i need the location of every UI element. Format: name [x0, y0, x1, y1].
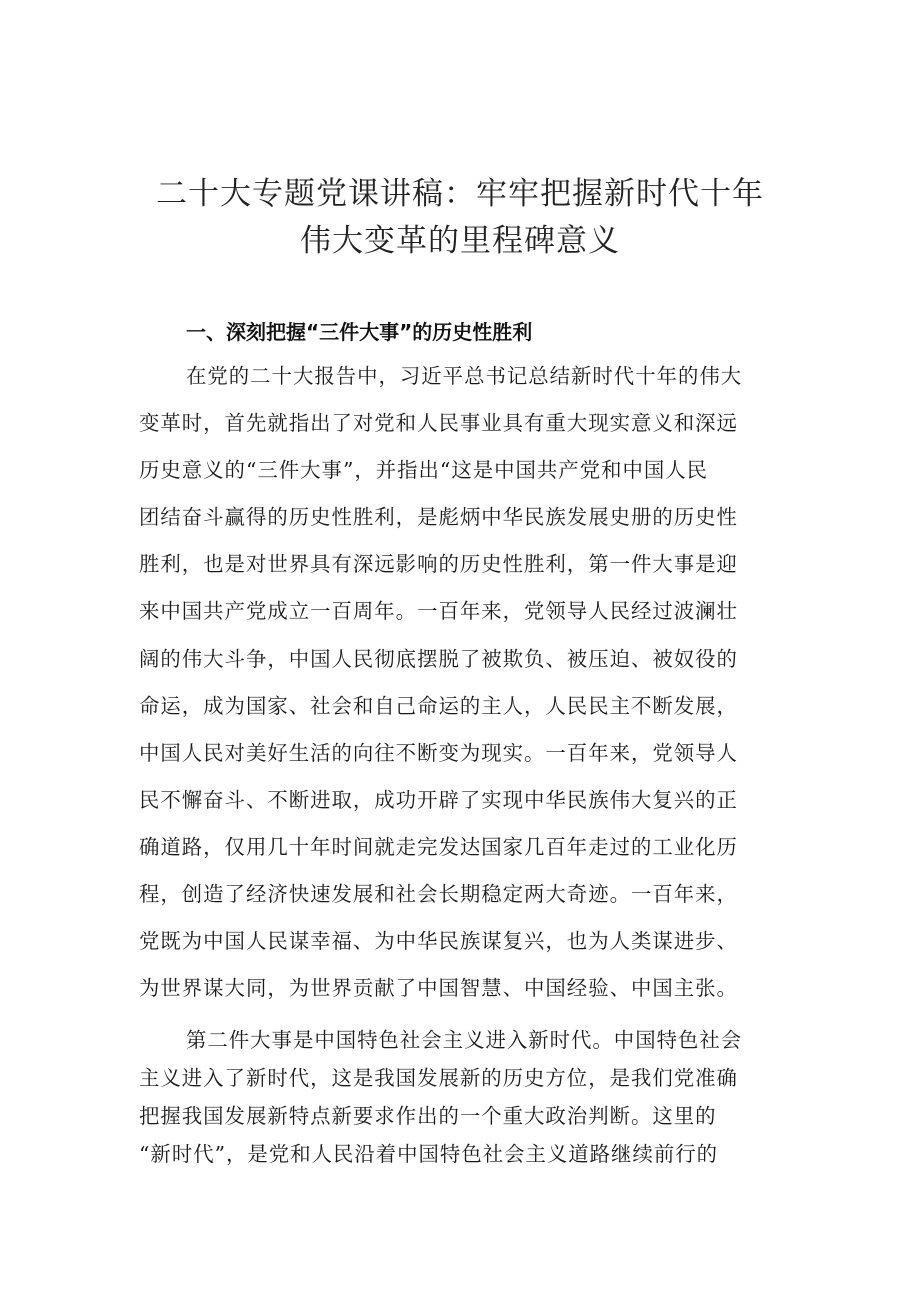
- paragraph-line: 为世界谋大同，为世界贡献了中国智慧、中国经验、中国主张。: [139, 976, 738, 1000]
- paragraph-line: 命运，成为国家、社会和自己命运的主人，人民民主不断发展，: [139, 694, 738, 718]
- paragraph-line: 中国人民对美好生活的向往不断变为现实。一百年来，党领导人: [139, 741, 738, 765]
- paragraph-line: 团结奋斗赢得的历史性胜利，是彪炳中华民族发展史册的历史性: [139, 505, 738, 529]
- paragraph-line: 在党的二十大报告中，习近平总书记总结新时代十年的伟大: [186, 364, 743, 388]
- paragraph-line: 变革时，首先就指出了对党和人民事业具有重大现实意义和深远: [139, 411, 738, 435]
- paragraph-line: 阔的伟大斗争，中国人民彻底摆脱了被欺负、被压迫、被奴役的: [139, 647, 738, 671]
- paragraph-line: “新时代”，是党和人民沿着中国特色社会主义道路继续前行的: [139, 1142, 719, 1166]
- paragraph-line: 程，创造了经济快速发展和社会长期稳定两大奇迹。一百年来，: [139, 882, 738, 906]
- paragraph-line: 主义进入了新时代，这是我国发展新的历史方位，是我们党准确: [139, 1066, 738, 1090]
- paragraph-line: 第二件大事是中国特色社会主义进入新时代。中国特色社会: [186, 1028, 743, 1052]
- paragraph-line: 确道路，仅用几十年时间就走完发达国家几百年走过的工业化历: [139, 835, 738, 859]
- paragraph-line: 党既为中国人民谋幸福、为中华民族谋复兴，也为人类谋进步、: [139, 929, 738, 953]
- paragraph-line: 来中国共产党成立一百周年。一百年来，党领导人民经过波澜壮: [139, 599, 738, 623]
- paragraph-line: 历史意义的“三件大事”，并指出“这是中国共产党和中国人民: [139, 458, 709, 482]
- paragraph-line: 胜利，也是对世界具有深远影响的历史性胜利，第一件大事是迎: [139, 552, 738, 576]
- paragraph-line: 把握我国发展新特点新要求作出的一个重大政治判断。这里的: [139, 1104, 717, 1128]
- section-heading: 一、深刻把握“三件大事”的历史性胜利: [186, 320, 533, 344]
- document-title-line-1: 二十大专题党课讲稿：牢牢把握新时代十年: [156, 176, 764, 212]
- document-title-line-2: 伟大变革的里程碑意义: [300, 223, 620, 259]
- paragraph-line: 民不懈奋斗、不断进取，成功开辟了实现中华民族伟大复兴的正: [139, 788, 738, 812]
